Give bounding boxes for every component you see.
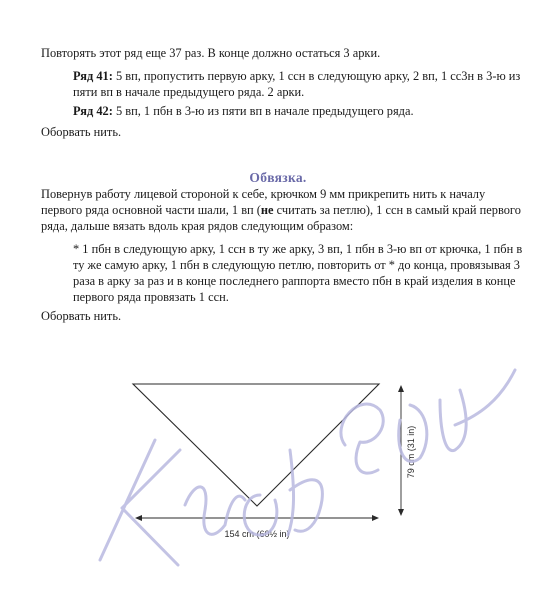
row-42-text: 5 вп, 1 пбн в 3-ю из пяти вп в начале предыдущего ряда. <box>115 104 414 118</box>
paragraph-cut-thread-1: Оборвать нить. <box>41 125 122 139</box>
row-42-label: Ряд 42: <box>73 104 113 118</box>
height-label: 79 cm (31 in) <box>406 425 416 479</box>
paragraph-repeat: Повторять этот ряд еще 37 раз. В конце должно остаться 3 арки. <box>41 46 381 60</box>
height-dimension <box>398 385 416 516</box>
shawl-triangle <box>133 384 379 506</box>
row-41-text: 5 вп, пропустить первую арку, 1 ссн в следующую арку, 2 вп, 1 сс3н в 3-ю из пяти вп в начале предыдущего ряда. 2 арки. <box>73 69 521 99</box>
edging-intro-part-1: Повернув работу лицевой стороной к себе, крючком 9 мм прикрепить нить к началу первого ряда основной части шали, 1 вп ( <box>41 187 486 217</box>
edging-intro-bold-word: не <box>260 203 274 217</box>
paragraph-edging-repeat: * 1 пбн в следующую арку, 1 ссн в ту же арку, 3 вп, 1 пбн в 3-ю вп от крючка, 1 пбн в ту же самую арку, 1 пбн в следующую петлю, повторить от * до конца, провязывая 3 раза в арку за раз и в конце последнего раппорта вместо пбн в край изделия в конце первого ряда провязать 1 ссн. <box>73 242 523 304</box>
section-heading: Обвязка. <box>249 170 307 185</box>
edging-intro-part-2: считать за петлю), 1 ссн в самый край первого ряда, дальше вязать вдоль края рядов следующим образом: <box>41 203 521 233</box>
paragraph-cut-thread-2: Оборвать нить. <box>41 309 122 323</box>
width-dimension <box>135 515 379 539</box>
width-label: 154 cm (60½ in) <box>224 529 290 539</box>
row-41-label: Ряд 41: <box>73 69 113 83</box>
